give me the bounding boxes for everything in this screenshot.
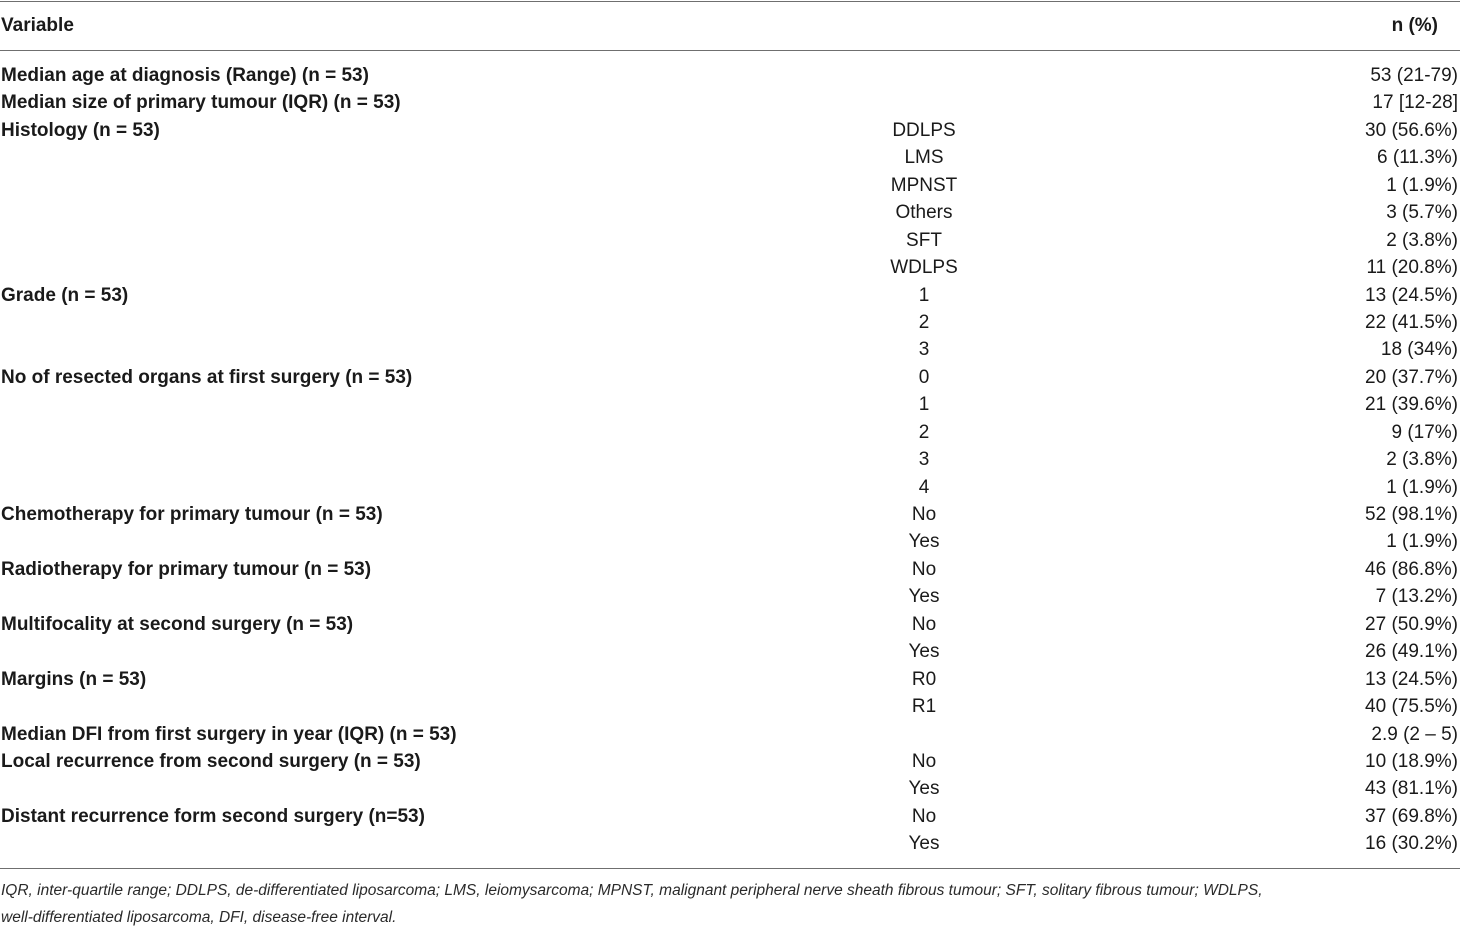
variable-cell: No of resected organs at first surgery (n = 53) <box>1 366 413 388</box>
category-cell: 3 <box>918 339 930 361</box>
category-cell: 4 <box>918 476 930 498</box>
table-row <box>0 583 1460 610</box>
table-row <box>0 474 1460 501</box>
table-row <box>0 309 1460 336</box>
value-cell: 26 (49.1%) <box>1365 641 1458 663</box>
category-cell: SFT <box>906 229 942 251</box>
value-cell: 46 (86.8%) <box>1365 558 1458 580</box>
table-row <box>0 199 1460 226</box>
footnote-line-1: IQR, inter-quartile range; DDLPS, de-differentiated liposarcoma; LMS, leiomysarcoma; MPNST, malignant peripheral nerve sheath fibrous tumour; SFT, solitary fibrous tumour; WDLPS, <box>1 882 1263 899</box>
value-cell: 13 (24.5%) <box>1365 284 1458 306</box>
table-row <box>0 62 1460 89</box>
category-cell: 0 <box>918 366 930 388</box>
variable-cell: Radiotherapy for primary tumour (n = 53) <box>1 558 372 580</box>
table-top-rule <box>0 1 1460 2</box>
table-row <box>0 117 1460 144</box>
category-cell: 1 <box>918 394 930 416</box>
value-cell: 30 (56.6%) <box>1365 119 1458 141</box>
table-header-row <box>0 11 1460 41</box>
value-cell: 1 (1.9%) <box>1386 531 1458 553</box>
table-row <box>0 254 1460 281</box>
category-cell: Yes <box>908 778 940 800</box>
value-cell: 18 (34%) <box>1380 339 1458 361</box>
table-header-rule <box>0 50 1460 51</box>
value-cell: 1 (1.9%) <box>1386 174 1458 196</box>
table-row <box>0 611 1460 638</box>
category-cell: R1 <box>911 696 937 718</box>
variable-cell: Margins (n = 53) <box>1 668 147 690</box>
category-cell: Yes <box>908 641 940 663</box>
value-cell: 16 (30.2%) <box>1365 833 1458 855</box>
variable-cell: Distant recurrence form second surgery (n=53) <box>1 805 425 827</box>
variable-cell: Median DFI from first surgery in year (IQR) (n = 53) <box>1 723 457 745</box>
variable-cell: Multifocality at second surgery (n = 53) <box>1 613 354 635</box>
category-cell: 2 <box>918 311 930 333</box>
category-cell: 2 <box>918 421 930 443</box>
category-cell: MPNST <box>890 174 958 196</box>
table-row <box>0 830 1460 857</box>
value-cell: 53 (21-79) <box>1370 65 1458 86</box>
table-footnote <box>1 877 1457 931</box>
table-row <box>0 227 1460 254</box>
value-cell: 7 (13.2%) <box>1375 586 1458 608</box>
table-row <box>0 419 1460 446</box>
category-cell: No <box>911 558 937 580</box>
table-row <box>0 282 1460 309</box>
category-cell: 3 <box>918 449 930 471</box>
category-cell: Yes <box>908 586 940 608</box>
table-row <box>0 391 1460 418</box>
category-cell: LMS <box>904 147 944 169</box>
variable-cell: Median age at diagnosis (Range) (n = 53) <box>1 65 369 86</box>
value-cell: 2 (3.8%) <box>1386 449 1458 471</box>
table-row <box>0 638 1460 665</box>
table-row <box>0 693 1460 720</box>
table-row <box>0 144 1460 171</box>
value-cell: 37 (69.8%) <box>1365 805 1458 827</box>
value-cell: 11 (20.8%) <box>1366 257 1458 279</box>
table-row <box>0 556 1460 583</box>
table-row <box>0 748 1460 775</box>
category-cell: No <box>911 504 937 525</box>
value-cell: 6 (11.3%) <box>1377 147 1458 169</box>
value-cell: 13 (24.5%) <box>1365 668 1458 690</box>
table-row <box>0 501 1460 528</box>
value-cell: 10 (18.9%) <box>1365 750 1458 772</box>
value-cell: 27 (50.9%) <box>1365 613 1458 635</box>
value-cell: 52 (98.1%) <box>1365 504 1458 525</box>
category-cell: DDLPS <box>892 119 956 141</box>
value-cell: 40 (75.5%) <box>1365 696 1458 718</box>
header-percent: n (%) <box>1391 15 1438 36</box>
value-cell: 20 (37.7%) <box>1365 366 1458 388</box>
category-cell: R0 <box>911 668 937 690</box>
variable-cell: Grade (n = 53) <box>1 284 129 306</box>
value-cell: 43 (81.1%) <box>1365 778 1458 800</box>
value-cell: 3 (5.7%) <box>1386 202 1458 224</box>
table-row <box>0 775 1460 802</box>
variable-cell: Histology (n = 53) <box>1 119 160 141</box>
table-row <box>0 172 1460 199</box>
category-cell: Yes <box>908 833 940 855</box>
table-row <box>0 89 1460 116</box>
footnote-line-2: well-differentiated liposarcoma, DFI, disease-free interval. <box>1 909 397 926</box>
value-cell: 22 (41.5%) <box>1365 311 1458 333</box>
header-variable: Variable <box>1 15 74 36</box>
table-row <box>0 336 1460 363</box>
category-cell: Yes <box>908 531 940 553</box>
value-cell: 9 (17%) <box>1391 421 1458 443</box>
table-row <box>0 666 1460 693</box>
category-cell: No <box>911 750 937 772</box>
value-cell: 2 (3.8%) <box>1386 229 1458 251</box>
table-row <box>0 803 1460 830</box>
value-cell: 1 (1.9%) <box>1386 476 1458 498</box>
variable-cell: Local recurrence from second surgery (n = 53) <box>1 750 421 772</box>
table-body <box>0 62 1460 858</box>
value-cell: 21 (39.6%) <box>1365 394 1458 416</box>
value-cell: 17 [12-28] <box>1372 92 1458 114</box>
table-row <box>0 528 1460 555</box>
variable-cell: Median size of primary tumour (IQR) (n = 53) <box>1 92 401 114</box>
category-cell: No <box>911 805 937 827</box>
category-cell: 1 <box>918 284 930 306</box>
value-cell: 2.9 (2 – 5) <box>1371 723 1458 745</box>
table-row <box>0 446 1460 473</box>
category-cell: WDLPS <box>890 257 958 279</box>
category-cell: No <box>911 613 937 635</box>
table-row <box>0 364 1460 391</box>
variable-cell: Chemotherapy for primary tumour (n = 53) <box>1 504 383 525</box>
table-bottom-rule <box>0 868 1460 869</box>
category-cell: Others <box>895 202 953 224</box>
table-row <box>0 721 1460 748</box>
